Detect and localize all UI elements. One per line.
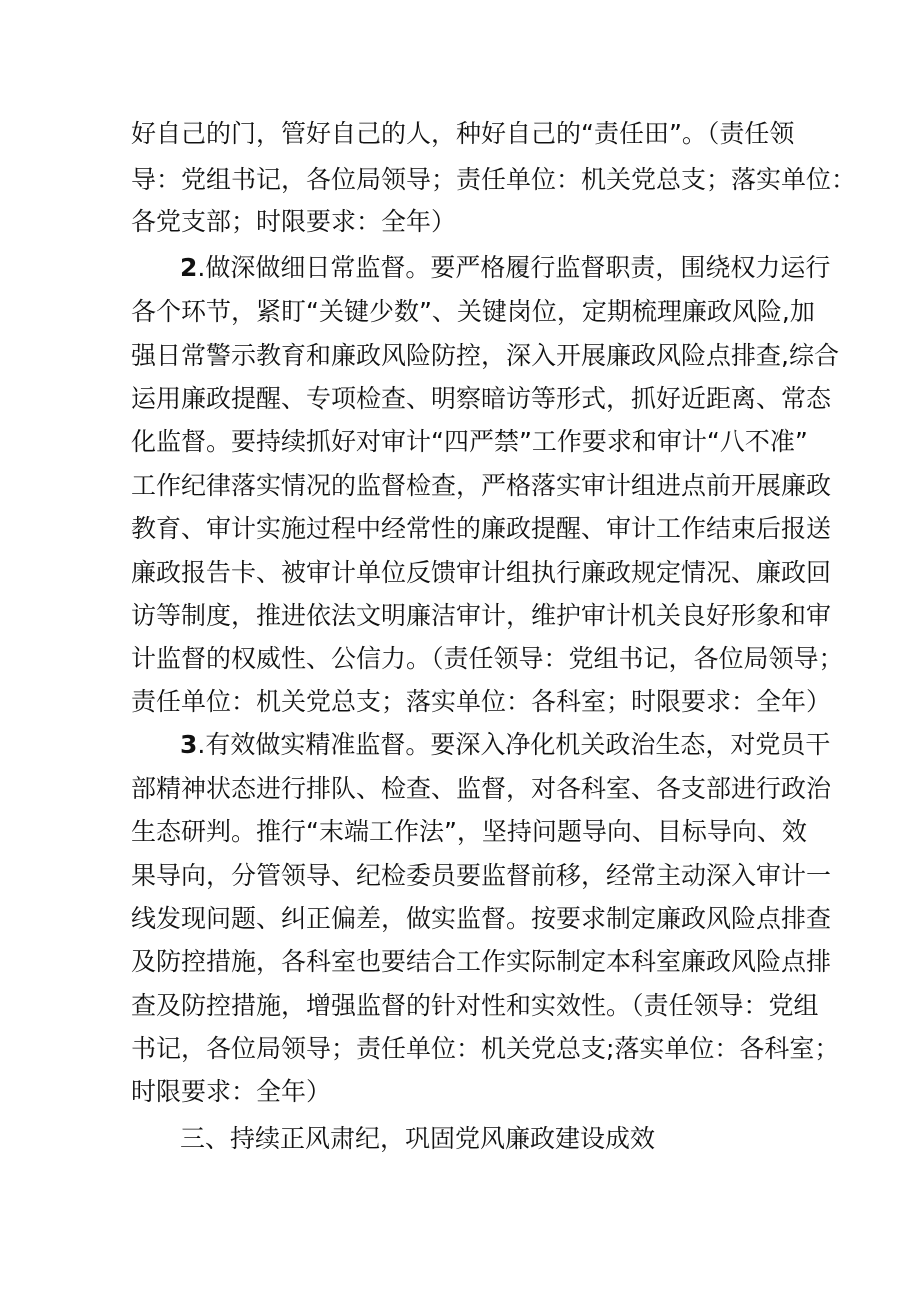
list-item-number: 2 bbox=[180, 253, 198, 282]
text-line: 运用廉政提醒、专项检查、明察暗访等形式，抓好近距离、常态 bbox=[131, 384, 832, 413]
text-line: 责任单位：机关党总支；落实单位：各科室；时限要求：全年） bbox=[131, 687, 832, 716]
text-line: 查及防控措施，增强监督的针对性和实效性。（责任领导：党组 bbox=[131, 991, 819, 1020]
text-line: 计监督的权威性、公信力。（责任领导：党组书记，各位局领导； bbox=[131, 644, 844, 673]
list-item-title: .做深做细日常监督。要严格履行监督职责，围绕权力运行 bbox=[197, 253, 831, 282]
text-line: 好自己的门，管好自己的人，种好自己的“责任田”。（责任领 bbox=[131, 119, 795, 148]
section-heading: 三、持续正风肃纪，巩固党风廉政建设成效 bbox=[180, 1124, 656, 1153]
text-line: 及防控措施，各科室也要结合工作实际制定本科室廉政风险点排 bbox=[131, 947, 832, 976]
text-line: 部精神状态进行排队、检查、监督，对各科室、各支部进行政治 bbox=[131, 774, 832, 803]
list-item-number: 3 bbox=[180, 730, 198, 759]
text-line: 导：党组书记，各位局领导；责任单位：机关党总支；落实单位： bbox=[131, 165, 857, 194]
text-line: 化监督。要持续抓好对审计“四严禁”工作要求和审计“八不准” bbox=[131, 427, 808, 456]
text-line: 廉政报告卡、被审计单位反馈审计组执行廉政规定情况、廉政回 bbox=[131, 558, 832, 587]
text-line: 教育、审计实施过程中经常性的廉政提醒、审计工作结束后报送 bbox=[131, 514, 832, 543]
text-line: 生态研判。推行“末端工作法”，坚持问题导向、目标导向、效 bbox=[131, 817, 807, 846]
text-line: 书记，各位局领导；责任单位：机关党总支;落实单位：各科室； bbox=[131, 1034, 840, 1063]
list-item-3-first-line bbox=[180, 726, 920, 764]
text-line: 各党支部；时限要求：全年） bbox=[131, 207, 457, 236]
list-item-2-first-line bbox=[180, 249, 920, 287]
text-line: 果导向，分管领导、纪检委员要监督前移，经常主动深入审计一 bbox=[131, 861, 832, 890]
text-line: 工作纪律落实情况的监督检查，严格落实审计组进点前开展廉政 bbox=[131, 471, 832, 500]
list-item-title: .有效做实精准监督。要深入净化机关政治生态，对党员干 bbox=[197, 730, 831, 759]
text-line: 各个环节，紧盯“关键少数”、关键岗位，定期梳理廉政风险,加 bbox=[131, 297, 815, 326]
text-line: 时限要求：全年） bbox=[131, 1077, 332, 1106]
text-line: 强日常警示教育和廉政风险防控，深入开展廉政风险点排查,综合 bbox=[131, 341, 839, 370]
text-line: 访等制度，推进依法文明廉洁审计，维护审计机关良好形象和审 bbox=[131, 601, 832, 630]
text-line: 线发现问题、纠正偏差，做实监督。按要求制定廉政风险点排查 bbox=[131, 904, 832, 933]
